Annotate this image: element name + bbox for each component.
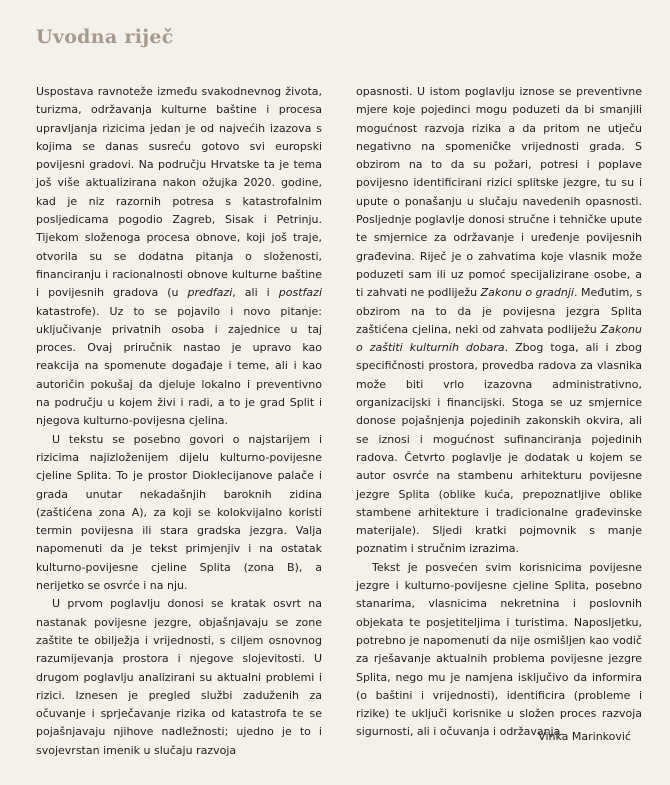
body-text xyxy=(36,83,642,760)
paragraph-measures xyxy=(356,83,642,559)
text-run: . Međutim, s obzirom na to da je povijesna jezgra Splita zaštićena cjelina, neki od zahvata podliježu xyxy=(356,286,643,336)
page-title: Uvodna riječ xyxy=(36,26,174,48)
paragraph-audience: Tekst je posvećen svim korisnicima povijesne jezgre i kulturno-povijesne cjeline Splita, posebno stanarima, vlasnicima nekretnina i poslovnih objekata te posjetiteljima i turistima. Naposljetku, potrebno je napomenuti da nije osmišljen kao vodič za rješavanje aktualnih problema povijesne jezgre Splita, nego mu je namjena isključivo da informira (o baštini i vrijednosti), identificira (probleme i rizike) te uključi korisnike u složen proces razvoja sigurnosti, ali i očuvanja i održavanja. xyxy=(356,560,642,739)
paragraph-chapters: U prvom poglavlju donosi se kratak osvrt na nastanak povijesne jezgre, objašnjavaju se zone zaštite te obilježja i vrijednosti, s ciljem osnovnog razumijevanja prostora i njegove slojevitosti. U drugom poglavlju analizirani su aktualni problemi i rizici. Iznesen je pregled službi zaduženih za očuvanje i sprječavanje rizika od katastrofa te se pojašnjavaju njihove nadležnosti; ujedno je to i svojevrstan imenik u slučaju razvoja xyxy=(36,597,322,757)
text-run: . Zbog toga, ali i zbog specifičnosti prostora, provedba radova za vlasnika može biti vrlo izazovna administrativno, organizacijski i financijski. Stoga se uz smjernice donose pojašnjenja pojedinih zakonskih okvira, ali se iznosi i mogućnost sufinanciranja pojedinih radova. Četvrto poglavlje je dodatak u kojem se autor osvrće na stambenu arhitekturu povijesne jezgre Splita (oblike kuća, prepoznatljive oblike stambene arhitekture i tradicionalne građevinske materijale). Sljedi kratki pojmovnik s manje poznatim i stručnim izrazima. xyxy=(356,341,642,556)
text-run: , ali i xyxy=(232,286,279,300)
right-column xyxy=(356,83,642,760)
author-signature: Vinka Marinković xyxy=(538,730,631,743)
text-run: Uspostava ravnoteže između svakodnevnog života, turizma, održavanja kulturne baštine i procesa upravljanja rizicima jedan je od najvećih izazova s kojima se danas susreću gotovo svi europski povijesni gradovi. Na području Hrvatske ta je tema još više aktualizirana nakon ožujka 2020. godine, kad je niz razornih potresa s katastrofalnim posljedicama pogodio Zagreb, Sisak i Petrinju. Tijekom složenoga procesa obnove, koji još traje, otvorila su se dodatna pitanja o složenosti, financiranju i racionalnosti obnove kulturne baštine i povijesnih gradova (u xyxy=(36,85,322,300)
left-column xyxy=(36,83,322,760)
emphasis-text: Zakonu o zaštiti kulturnih dobara xyxy=(356,322,642,355)
paragraph-intro xyxy=(36,83,322,431)
text-run: opasnosti. U istom poglavlju iznose se preventivne mjere koje pojedinci mogu poduzeti da bi smanjili mogućnost razvoja rizika a da pritom ne utječu negativno na spomeničke vrijednosti grada. S obzirom na to da su požari, potresi i poplave povijesno identificirani rizici splitske jezgre, tu su i upute o ponašanju u slučaju navedenih opasnosti. Posljednje poglavlje donosi stručne i tehničke upute te smjernice za održavanje i uređenje povijesnih građevina. Riječ je o zahvatima koje vlasnik može poduzeti sam ili uz pomoć specijalizirane osobe, a ti zahvati ne podliježu xyxy=(356,85,642,300)
emphasis-text: predfazi xyxy=(187,286,233,300)
emphasis-text: postfazi xyxy=(278,286,322,300)
text-run: katastrofe). Uz to se pojavilo i novo pitanje: uključivanje privatnih osoba i zajednice u taj proces. Ovaj priručnik nastao je upravo kao reakcija na spomenute događaje i teme, ali i kao autoričin pokušaj da djeluje lokalno i preventivno na području u kojem živi i radi, a to je grad Split i njegova kulturno-povijesna cjelina. xyxy=(36,304,322,428)
emphasis-text: Zakonu o gradnji xyxy=(480,286,574,300)
paragraph-scope: U tekstu se posebno govori o najstarijem i rizicima najizloženijem dijelu kulturno-povijesne cjeline Splita. To je prostor Dioklecijanove palače i grada unutar nekadašnjih baroknih zidina (zaštićena zona A), za koji se kolokvijalno koristi termin povijesna ili stara gradska jezgra. Valja napomenuti da je tekst primjenjiv i na ostatak kulturno-povijesne cjeline Splita (zona B), a nerijetko se osvrće i na nju. xyxy=(36,432,322,593)
